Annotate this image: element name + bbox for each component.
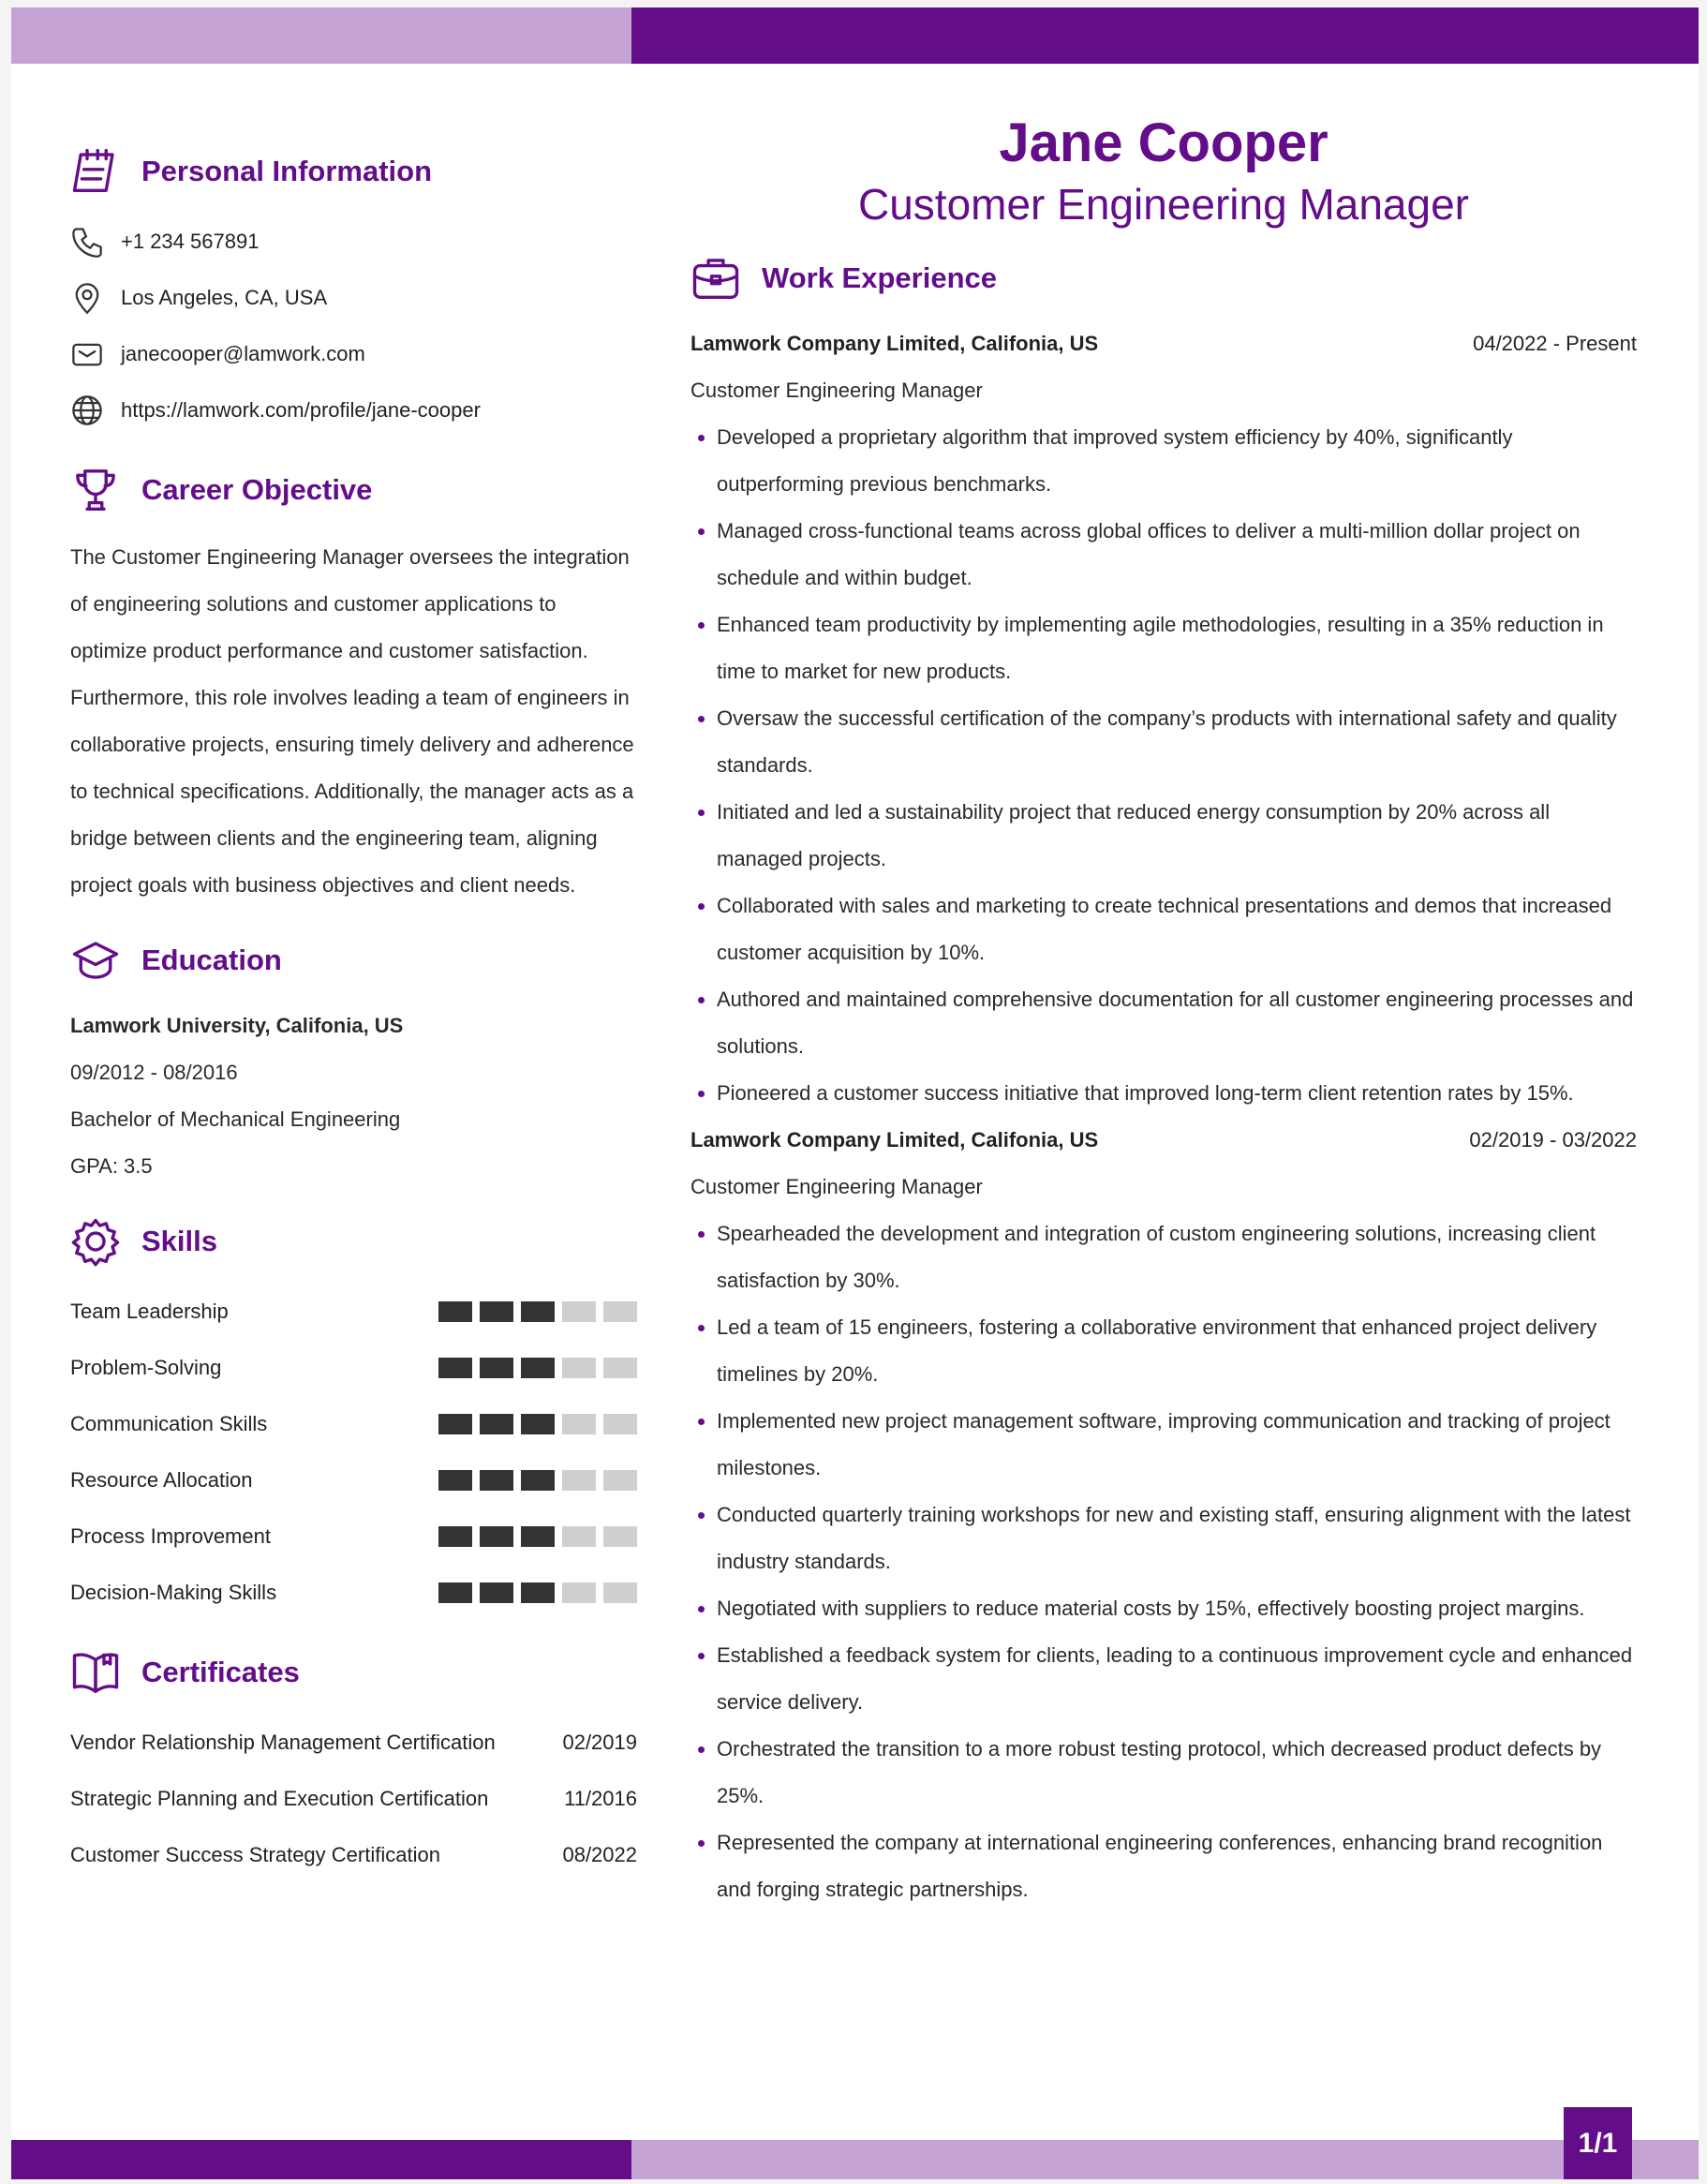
certificate-date: 02/2019 (562, 1731, 637, 1754)
skill-level-segment (562, 1414, 596, 1434)
achievement-item: • Conducted quarterly training workshops for new and existing staff, ensuring alignment with the latest industry standards. (717, 1492, 1637, 1585)
gear-icon (70, 1213, 126, 1270)
education-header (70, 928, 637, 993)
resume-page (11, 7, 1699, 2179)
contact-location (70, 270, 637, 326)
contact-website (70, 382, 637, 438)
certificates-header (70, 1640, 637, 1705)
achievement-item: • Managed cross-functional teams across global offices to deliver a multi-million dollar project on schedule and within budget. (717, 508, 1637, 602)
job-achievements (690, 1211, 1637, 1913)
section-title: Personal Information (141, 155, 433, 187)
achievement-item: • Implemented new project management software, improving communication and tracking of project milestones. (717, 1398, 1637, 1492)
skill-name: Problem-Solving (70, 1356, 222, 1379)
job-header (690, 1117, 1637, 1164)
phone-icon (70, 223, 121, 260)
career-objective-text: The Customer Engineering Manager oversees the integration of engineering solutions and customer applications to optimize product performance and customer satisfaction. Furthermore, this role involves leading a team of engineers in collaborative projects, ensuring timely delivery and adherence to technical specifications. Additionally, the manager acts as a bridge between clients and the engineering team, aligning project goals with business objectives and client needs. (70, 545, 634, 897)
open-book-icon (70, 1644, 126, 1701)
bottom-bar-light (631, 2140, 1699, 2179)
job-entry (690, 1117, 1637, 1913)
certificate-row (70, 1771, 637, 1827)
skills-header (70, 1209, 637, 1274)
job-role: Customer Engineering Manager (690, 1175, 983, 1198)
achievement-item: • Enhanced team productivity by implementing agile methodologies, resulting in a 35% reduction in time to market for new products. (717, 602, 1637, 695)
certificates-list (70, 1715, 637, 1883)
skill-level-segment (521, 1526, 555, 1547)
skill-level-segment (438, 1526, 472, 1547)
skill-level-segment (562, 1301, 596, 1322)
education-degree: Bachelor of Mechanical Engineering (70, 1107, 401, 1131)
skill-level-segment (480, 1414, 513, 1434)
skill-row (70, 1284, 637, 1340)
section-title: Education (141, 943, 282, 976)
achievement-item: • Developed a proprietary algorithm that improved system efficiency by 40%, significantly outperforming previous benchmarks. (717, 414, 1637, 508)
skill-level-segment (603, 1582, 637, 1603)
education-dates: 09/2012 - 08/2016 (70, 1061, 238, 1084)
certificate-name: Strategic Planning and Execution Certification (70, 1787, 489, 1810)
skill-level-segment (480, 1301, 513, 1322)
section-title: Career Objective (141, 473, 373, 506)
job-role: Customer Engineering Manager (690, 379, 983, 402)
bottom-bar-dark (11, 2140, 631, 2179)
skill-level-segment (562, 1582, 596, 1603)
skills-list (70, 1284, 637, 1621)
globe-icon (70, 392, 121, 429)
achievement-item: • Initiated and led a sustainability project that reduced energy consumption by 20% across all managed projects. (717, 789, 1637, 883)
job-dates: 02/2019 - 03/2022 (1469, 1128, 1637, 1151)
skill-level-segment (521, 1358, 555, 1378)
section-title: Skills (141, 1225, 217, 1257)
achievement-item: • Represented the company at international engineering conferences, enhancing brand recognition and forging strategic partnerships. (717, 1820, 1637, 1913)
skill-level-segment (562, 1526, 596, 1547)
certificate-date: 11/2016 (564, 1787, 637, 1810)
skill-level-segment (521, 1414, 555, 1434)
skill-row (70, 1396, 637, 1452)
personal-info-header (70, 139, 637, 204)
contact-email (70, 326, 637, 382)
skill-row (70, 1452, 637, 1508)
skill-row (70, 1565, 637, 1621)
skill-level-segment (521, 1301, 555, 1322)
skill-level-segment (480, 1582, 513, 1603)
job-company: Lamwork Company Limited, Califonia, US (690, 332, 1099, 355)
job-dates: 04/2022 - Present (1473, 332, 1637, 355)
envelope-icon (70, 335, 121, 373)
phone-text: +1 234 567891 (121, 230, 260, 253)
skill-level-segment (438, 1414, 472, 1434)
section-title: Work Experience (762, 261, 997, 294)
location-pin-icon (70, 279, 121, 317)
skill-row (70, 1508, 637, 1565)
website-text: https://lamwork.com/profile/jane-cooper (121, 398, 481, 422)
skill-level-segment (521, 1470, 555, 1491)
achievement-item: • Established a feedback system for clients, leading to a continuous improvement cycle and enhanced service delivery. (717, 1632, 1637, 1726)
skill-level-segment (438, 1301, 472, 1322)
education-gpa: GPA: 3.5 (70, 1154, 153, 1178)
education-school: Lamwork University, Califonia, US (70, 1014, 404, 1037)
skill-level-meter (438, 1301, 637, 1322)
right-column (690, 111, 1637, 1913)
work-experience-list (690, 320, 1637, 1913)
top-bar-light (11, 7, 631, 64)
skill-level-segment (603, 1526, 637, 1547)
email-text: janecooper@lamwork.com (121, 342, 365, 365)
skill-level-segment (603, 1414, 637, 1434)
graduation-cap-icon (70, 932, 126, 988)
skill-name: Decision-Making Skills (70, 1581, 277, 1604)
achievement-item: • Oversaw the successful certification of the company’s products with international safety and quality standards. (717, 695, 1637, 789)
top-bar-dark (631, 7, 1699, 64)
skill-level-segment (438, 1470, 472, 1491)
job-achievements (690, 414, 1637, 1117)
skill-row (70, 1340, 637, 1396)
left-column (70, 139, 637, 1883)
achievement-item: • Orchestrated the transition to a more robust testing protocol, which decreased product defects by 25%. (717, 1726, 1637, 1820)
location-text: Los Angeles, CA, USA (121, 286, 328, 309)
skill-level-segment (521, 1582, 555, 1603)
contact-phone (70, 214, 637, 270)
section-title: Certificates (141, 1656, 300, 1688)
page-number: 1/1 (1564, 2107, 1632, 2179)
skill-name: Team Leadership (70, 1300, 229, 1323)
skill-level-segment (603, 1470, 637, 1491)
skill-level-segment (438, 1582, 472, 1603)
achievement-item: • Led a team of 15 engineers, fostering a collaborative environment that enhanced project delivery timelines by 20%. (717, 1304, 1637, 1398)
achievement-item: • Pioneered a customer success initiative that improved long-term client retention rates by 15%. (717, 1070, 1637, 1117)
job-header (690, 320, 1637, 367)
skill-level-segment (480, 1526, 513, 1547)
skill-level-meter (438, 1470, 637, 1491)
skill-level-segment (480, 1470, 513, 1491)
certificate-name: Customer Success Strategy Certification (70, 1843, 440, 1866)
certificate-name: Vendor Relationship Management Certification (70, 1731, 496, 1754)
skill-level-meter (438, 1414, 637, 1434)
skill-level-segment (603, 1358, 637, 1378)
work-experience-header (690, 245, 1637, 311)
skill-level-meter (438, 1582, 637, 1603)
briefcase-icon (690, 250, 747, 306)
skill-level-segment (562, 1470, 596, 1491)
trophy-icon (70, 462, 126, 518)
skill-level-segment (480, 1358, 513, 1378)
skill-level-meter (438, 1358, 637, 1378)
achievement-item: • Collaborated with sales and marketing to create technical presentations and demos that increased customer acquisition by 10%. (717, 883, 1637, 976)
achievement-item: • Negotiated with suppliers to reduce material costs by 15%, effectively boosting project margins. (717, 1585, 1637, 1632)
skill-name: Process Improvement (70, 1524, 271, 1548)
candidate-name: Jane Cooper (999, 112, 1328, 173)
certificate-row (70, 1827, 637, 1883)
job-entry (690, 320, 1637, 1117)
career-objective-header (70, 457, 637, 523)
certificate-row (70, 1715, 637, 1771)
skill-level-segment (562, 1358, 596, 1378)
skill-level-meter (438, 1526, 637, 1547)
skill-level-segment (438, 1358, 472, 1378)
notepad-icon (70, 143, 126, 200)
candidate-title: Customer Engineering Manager (857, 180, 1470, 229)
skill-name: Resource Allocation (70, 1468, 253, 1492)
achievement-item: • Authored and maintained comprehensive documentation for all customer engineering processes and solutions. (717, 976, 1637, 1070)
achievement-item: • Spearheaded the development and integration of custom engineering solutions, increasing client satisfaction by 30%. (717, 1211, 1637, 1304)
skill-name: Communication Skills (70, 1412, 268, 1435)
skill-level-segment (603, 1301, 637, 1322)
certificate-date: 08/2022 (562, 1843, 637, 1866)
job-company: Lamwork Company Limited, Califonia, US (690, 1128, 1099, 1151)
